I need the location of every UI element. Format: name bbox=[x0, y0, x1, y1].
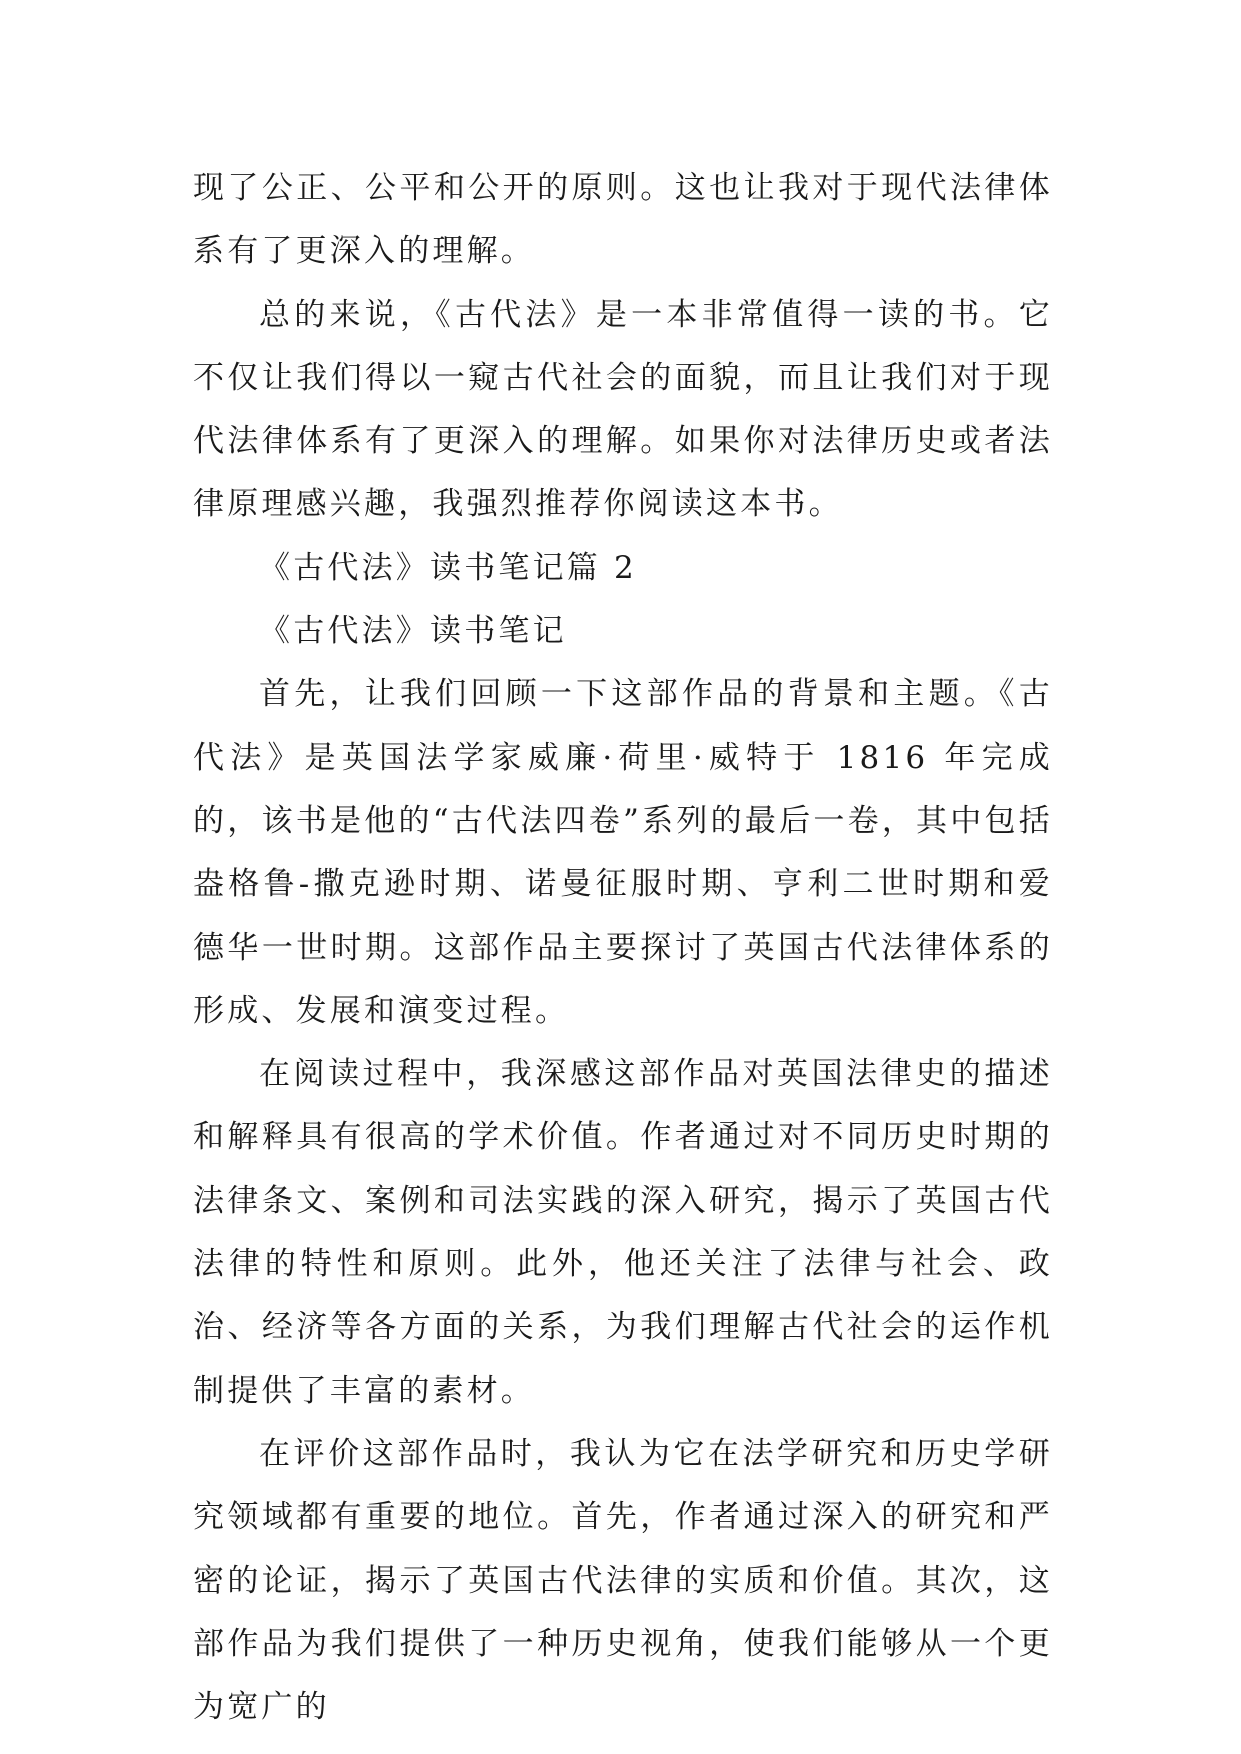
paragraph-background: 首先，让我们回顾一下这部作品的背景和主题。《古代法》是英国法学家威廉·荷里·威特于 1816 年完成的，该书是他的“古代法四卷”系列的最后一卷，其中包括盎格鲁-撒克逊时期、诺曼征服时期、亨利二世时期和爱德华一世时期。这部作品主要探讨了英国古代法律体系的形成、发展和演变过程。 bbox=[193, 676, 1053, 1029]
paragraph-summary: 总的来说，《古代法》是一本非常值得一读的书。它不仅让我们得以一窥古代社会的面貌，而且让我们对于现代法律体系有了更深入的理解。如果你对法律历史或者法律原理感兴趣，我强烈推荐你阅读这本书。 bbox=[193, 296, 1053, 523]
paragraph-evaluation: 在评价这部作品时，我认为它在法学研究和历史学研究领域都有重要的地位。首先，作者通过深入的研究和严密的论证，揭示了英国古代法律的实质和价值。其次，这部作品为我们提供了一种历史视角，使我们能够从一个更为宽广的 bbox=[193, 1435, 1053, 1726]
paragraph-continuation: 现了公正、公平和公开的原则。这也让我对于现代法律体系有了更深入的理解。 bbox=[193, 170, 1053, 270]
paragraph-reading: 在阅读过程中，我深感这部作品对英国法律史的描述和解释具有很高的学术价值。作者通过对不同历史时期的法律条文、案例和司法实践的深入研究，揭示了英国古代法律的特性和原则。此外，他还关注了法律与社会、政治、经济等各方面的关系，为我们理解古代社会的运作机制提供了丰富的素材。 bbox=[193, 1056, 1053, 1409]
section-title: 《古代法》读书笔记篇 2 bbox=[259, 549, 637, 586]
document-body bbox=[193, 157, 1053, 1739]
sub-title: 《古代法》读书笔记 bbox=[259, 613, 567, 650]
